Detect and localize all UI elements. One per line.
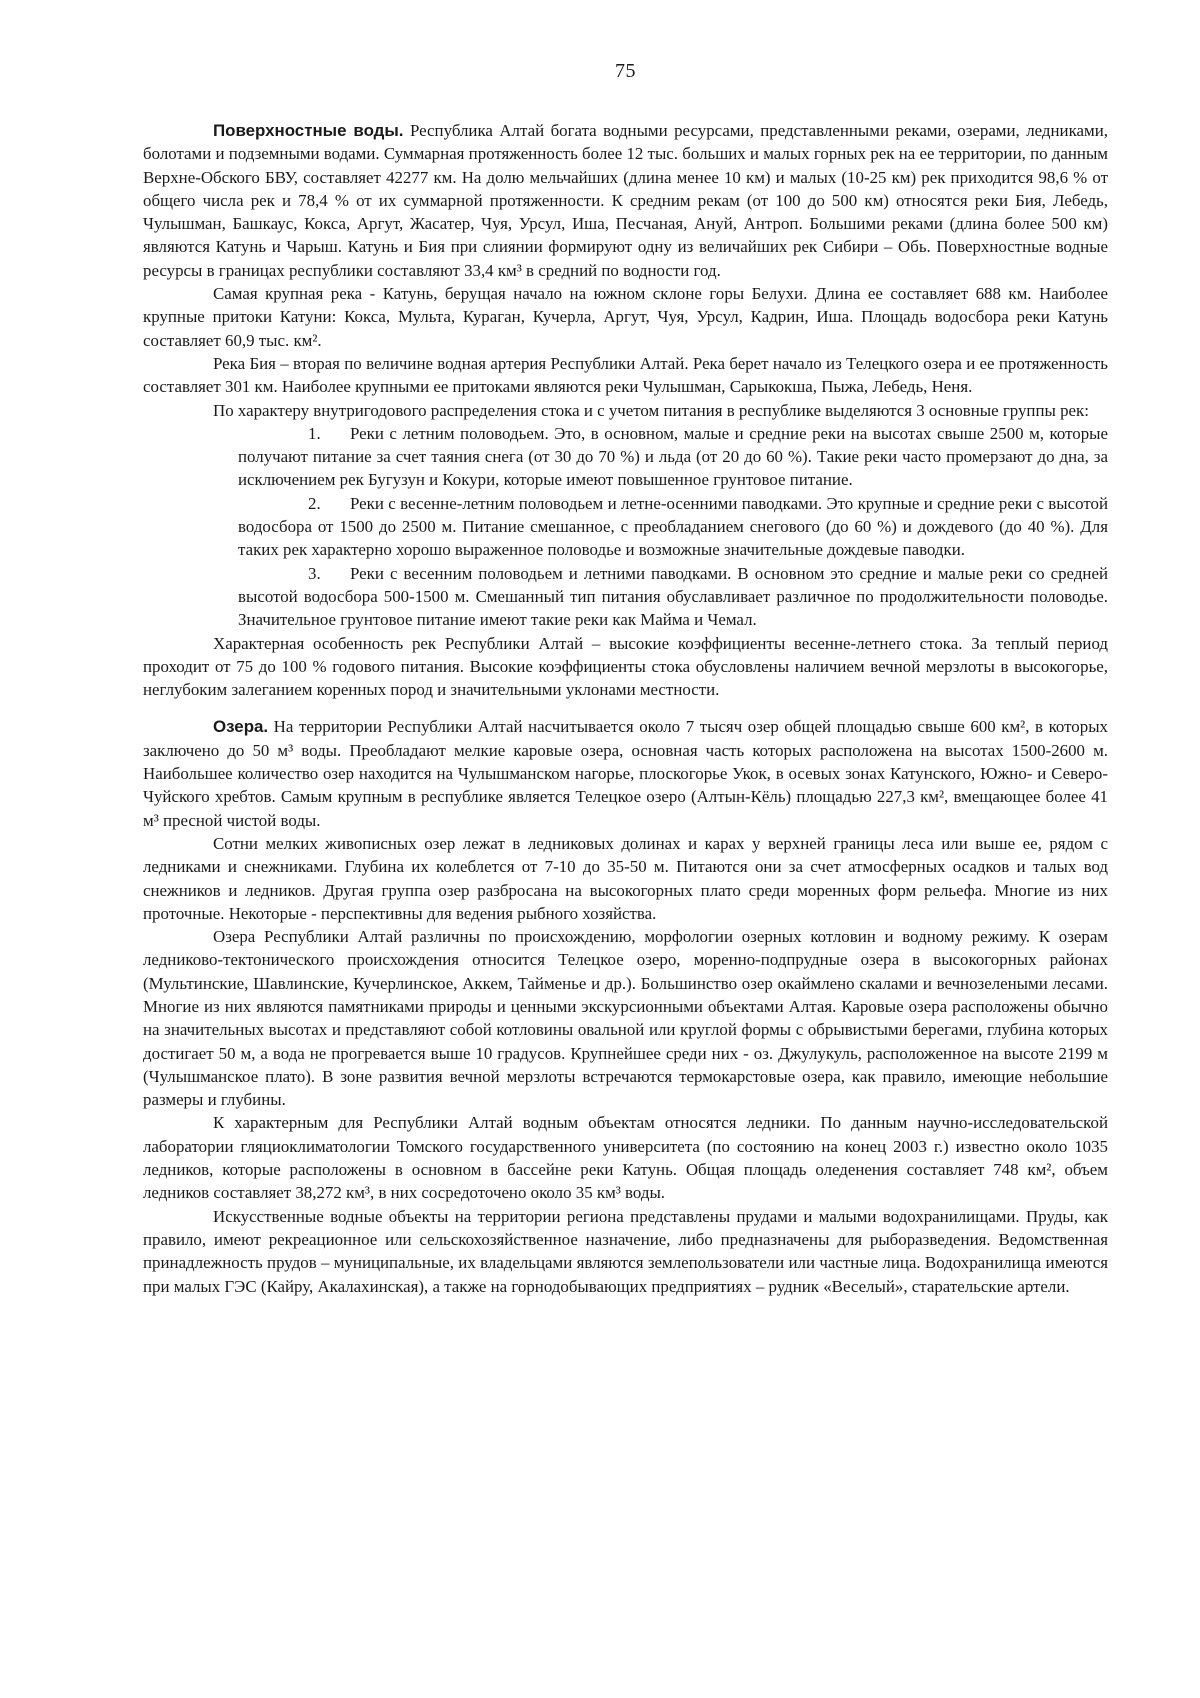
page-number: 75 [615,60,636,82]
paragraph-glaciers: К характерным для Республики Алтай водным объектам относятся ледники. По данным научно-исследовательской лаборатории гляциоклиматологии Томского государственного университета (по состоянию на конец 2003 г.) известно около 1035 ледников, которые расположены в основном в бассейне реки Катунь. Общая площадь оледенения составляет 748 км², объем ледников составляет 38,272 км³, в них сосредоточено около 35 км³ воды. [143,1113,1108,1203]
section-heading-surface-waters: Поверхностные воды. [213,121,404,140]
paragraph-surface-waters-intro [143,119,1108,282]
list-item [238,492,1108,562]
list-item-text: Реки с весенне-летним половодьем и летне-осенними паводками. Это крупные и средние реки с высотой водосбора от 1500 до 2500 м. Питание смешанное, с преобладанием снегового (до 60 %) и дождевого (до 40 %). Для таких рек характерно хорошо выраженное половодье и возможные значительные дождевые паводки. [238,493,1108,560]
section-heading-lakes: Озера. [213,717,269,737]
paragraph-glacial-lakes: Сотни мелких живописных озер лежат в ледниковых долинах и карах у верхней границы леса или выше ее, рядом с ледниками и снежниками. Глубина их колеблется от 7-10 до 35-50 м. Питаются они за счет атмосферных осадков и талых вод снежников и ледников. Другая группа озер разбросана на высокогорных плато среди моренных форм рельефа. Многие из них проточные. Некоторые - перспективны для ведения рыбного хозяйства. [143,833,1108,923]
paragraph-artificial-waters: Искусственные водные объекты на территории региона представлены прудами и малыми водохранилищами. Пруды, как правило, имеют рекреационное или сельскохозяйственное назначение, либо предназначены для рыборазведения. Ведомственная принадлежность прудов – муниципальные, их владельцами являются землепользователи или частные лица. Водохранилища имеются при малых ГЭС (Кайру, Акалахинская), а также на горнодобывающих предприятиях – рудник «Веселый», старательские артели. [143,1206,1108,1296]
list-item [238,422,1108,492]
list-item-text: Реки с летним половодьем. Это, в основном, малые и средние реки на высотах свыше 2500 м, которые получают питание за счет таяния снега (от 30 до 70 %) и льда (от 20 до 60 %). Такие реки часто промерзают до дна, за исключением рек Бугузун и Кокури, которые имеют повышенное грунтовое питание. [238,423,1108,490]
document-page [143,60,1108,1298]
paragraph-runoff-coefficients: Характерная особенность рек Республики Алтай – высокие коэффициенты весенне-летнего стока. За теплый период проходит от 75 до 100 % годового питания. Высокие коэффициенты стока обусловлены наличием вечной мерзлоты в высокогорье, неглубоким залеганием коренных пород и значительными уклонами местности. [143,633,1108,700]
paragraph-river-groups: По характеру внутригодового распределения стока и с учетом питания в республике выделяются 3 основные группы рек: [213,400,1089,420]
paragraph-biya: Река Бия – вторая по величине водная артерия Республики Алтай. Река берет начало из Телецкого озера и ее протяженность составляет 301 км. Наиболее крупными ее притоками являются реки Чулышман, Сарыкокша, Пыжа, Лебедь, Неня. [143,353,1108,397]
list-item [238,562,1108,632]
paragraph-text: Республика Алтай богата водными ресурсами, представленными реками, озерами, ледниками, болотами и подземными водами. Суммарная протяженность более 12 тыс. больших и малых горных рек на ее территории, по данным Верхне-Обского БВУ, составляет 42277 км. На долю мельчайших (длина менее 10 км) и малых (10-25 км) рек приходится 98,6 % от общего числа рек и 78,4 % от их суммарной протяженности. К средним рекам (от 100 до 500 км) относятся реки Бия, Лебедь, Чулышман, Башкаус, Кокса, Аргут, Жасатер, Чуя, Урсул, Иша, Песчаная, Ануй, Антроп. Большими реками (длина более 500 км) являются Катунь и Чарыш. Катунь и Бия при слиянии формируют одну из величайших рек Сибири – Обь. Поверхностные водные ресурсы в границах республики составляют 33,4 км³ в средний по водности год. [143,121,1108,280]
list-item-number: 2. [308,493,321,513]
paragraph-text: На территории Республики Алтай насчитывается около 7 тысяч озер общей площадью свыше 600 км², в которых заключено до 50 м³ воды. Преобладают мелкие каровые озера, основная часть которых расположена на высотах 1500-2600 м. Наибольшее количество озер находится на Чулышманском нагорье, плоскогорье Укок, в осевых зонах Катунского, Южно- и Северо-Чуйского хребтов. Самым крупным в республике является Телецкое озеро (Алтын-Кёль) площадью 227,3 км², вмещающее более 41 м³ пресной чистой воды. [143,717,1108,830]
paragraph-lake-origins: Озера Республики Алтай различны по происхождению, морфологии озерных котловин и водному режиму. К озерам ледниково-тектонического происхождения относится Телецкое озеро, моренно-подпрудные озера в высокогорных районах (Мультинские, Шавлинские, Кучерлинское, Аккем, Тайменье и др.). Большинство озер окаймлено скалами и вечнозелеными лесами. Многие из них являются памятниками природы и ценными экскурсионными объектами Алтая. Каровые озера расположены обычно на значительных высотах и представляют собой котловины овальной или круглой формы с обрывистыми берегами, глубина которых достигает 50 м, а вода не прогревается выше 10 градусов. Крупнейшее среди них - оз. Джулукуль, расположенное на высоте 2199 м (Чулышманское плато). В зоне развития вечной мерзлоты встречаются термокарстовые озера, как правило, имеющие небольшие размеры и глубины. [143,927,1108,1110]
list-item-text: Реки с весенним половодьем и летними паводками. В основном это средние и малые реки со средней высотой водосбора 500-1500 м. Смешанный тип питания обуславливает различное по продолжительности половодье. Значительное грунтовое питание имеют такие реки как Майма и Чемал. [238,563,1108,630]
paragraph-katun: Самая крупная река - Катунь, берущая начало на южном склоне горы Белухи. Длина ее составляет 688 км. Наиболее крупные притоки Катуни: Кокса, Мульта, Кураган, Кучерла, Аргут, Чуя, Урсул, Кадрин, Иша. Площадь водосбора реки Катунь составляет 60,9 тыс. км². [143,284,1108,350]
list-item-number: 3. [308,563,321,583]
list-item-number: 1. [308,423,321,443]
paragraph-lakes-intro [143,715,1108,831]
